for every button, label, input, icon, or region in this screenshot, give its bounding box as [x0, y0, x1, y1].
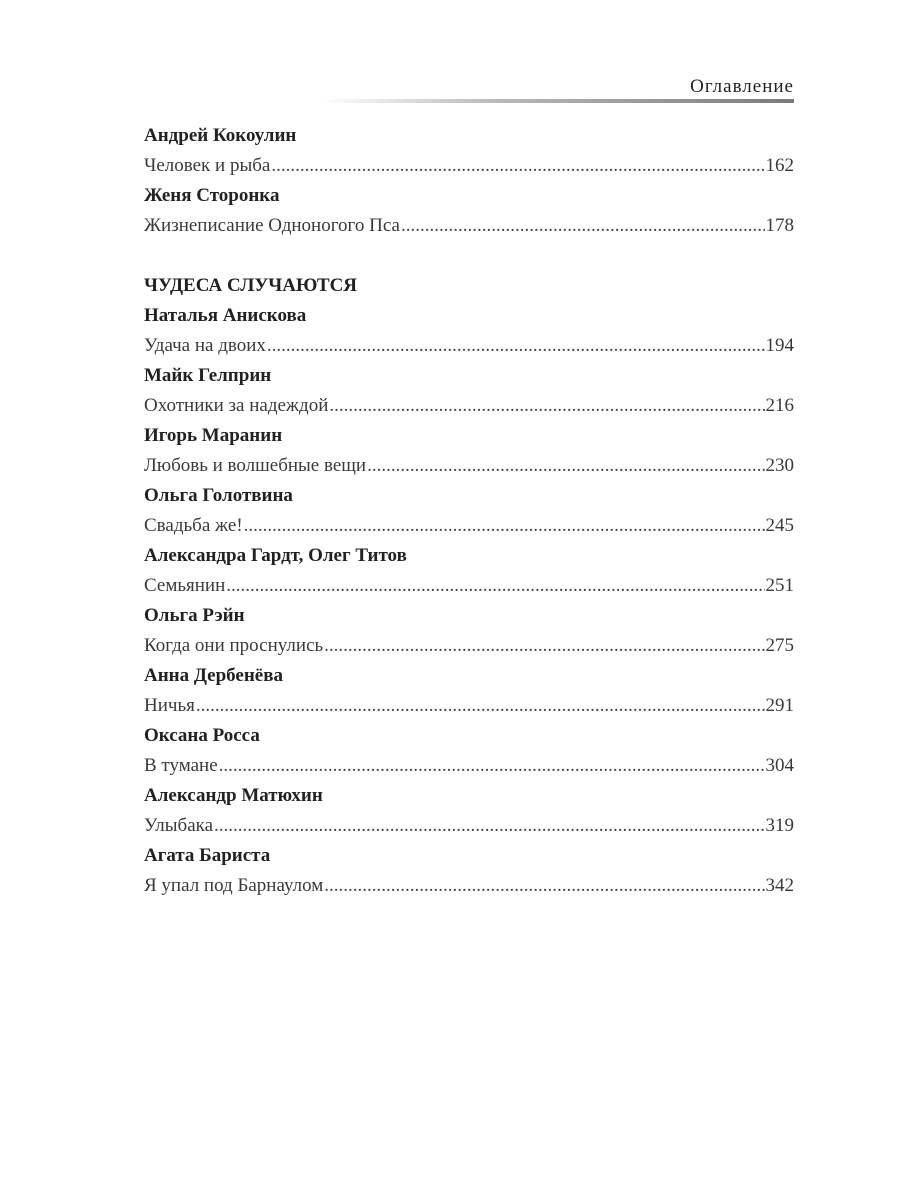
dot-leader [226, 571, 764, 601]
toc-author: Игорь Маранин [144, 425, 283, 446]
toc-author: Александра Гардт, Олег Титов [144, 545, 407, 566]
dot-leader [267, 331, 765, 361]
toc-entry[interactable] [144, 631, 794, 661]
book-page [144, 0, 794, 1200]
toc-entry-title: Человек и рыба [144, 155, 271, 176]
toc-page-number: 178 [765, 215, 794, 236]
toc-entry-title: Улыбака [144, 815, 214, 836]
dot-leader [401, 211, 765, 241]
dot-leader [367, 451, 764, 481]
toc-author: Наталья Анискова [144, 305, 307, 326]
toc-entry-title: Жизнеписание Одноногого Пса [144, 215, 400, 236]
toc-entry[interactable] [144, 691, 794, 721]
toc-entry[interactable] [144, 571, 794, 601]
toc-page-number: 194 [765, 335, 794, 356]
toc-entry[interactable] [144, 511, 794, 541]
dot-leader [244, 511, 765, 541]
toc-page-number: 304 [765, 755, 794, 776]
running-title: Оглавление [690, 76, 794, 97]
toc-author: Майк Гелприн [144, 365, 272, 386]
toc-entry-title: Любовь и волшебные вещи [144, 455, 367, 476]
toc-author: Ольга Голотвина [144, 485, 293, 506]
toc-entry[interactable] [144, 871, 794, 901]
toc-entry-title: Я упал под Барнаулом [144, 875, 324, 896]
toc-entry-title: Свадьба же! [144, 515, 243, 536]
toc-author: Андрей Кокоулин [144, 125, 297, 146]
toc-entry[interactable] [144, 151, 794, 181]
toc-entry-title: Охотники за надеждой [144, 395, 329, 416]
toc-entry-title: В тумане [144, 755, 218, 776]
header-rule [324, 99, 794, 103]
toc-page-number: 230 [765, 455, 794, 476]
dot-leader [324, 871, 764, 901]
toc-entry[interactable] [144, 391, 794, 421]
dot-leader [324, 631, 764, 661]
toc-page-number: 275 [765, 635, 794, 656]
toc-entry[interactable] [144, 211, 794, 241]
dot-leader [214, 811, 764, 841]
section-heading: ЧУДЕСА СЛУЧАЮТСЯ [144, 275, 358, 296]
toc-page-number: 162 [765, 155, 794, 176]
toc-author: Агата Бариста [144, 845, 271, 866]
toc-entry[interactable] [144, 451, 794, 481]
toc-page-number: 291 [765, 695, 794, 716]
toc-author: Ольга Рэйн [144, 605, 245, 626]
toc-author: Анна Дербенёва [144, 665, 283, 686]
toc-entry[interactable] [144, 751, 794, 781]
toc-entry-title: Ничья [144, 695, 195, 716]
toc-entry-title: Когда они проснулись [144, 635, 324, 656]
toc-page-number: 251 [765, 575, 794, 596]
toc-page-number: 245 [765, 515, 794, 536]
toc-page-number: 319 [765, 815, 794, 836]
toc-page-number: 342 [765, 875, 794, 896]
dot-leader [329, 391, 764, 421]
toc-entry[interactable] [144, 811, 794, 841]
toc-entry-title: Семьянин [144, 575, 226, 596]
toc-entry-title: Удача на двоих [144, 335, 266, 356]
toc-author: Оксана Росса [144, 725, 260, 746]
toc-entry[interactable] [144, 331, 794, 361]
toc-author: Женя Сторонка [144, 185, 280, 206]
toc-author: Александр Матюхин [144, 785, 323, 806]
dot-leader [219, 751, 765, 781]
toc-page-number: 216 [765, 395, 794, 416]
table-of-contents [144, 121, 794, 901]
dot-leader [196, 691, 765, 721]
dot-leader [271, 151, 764, 181]
